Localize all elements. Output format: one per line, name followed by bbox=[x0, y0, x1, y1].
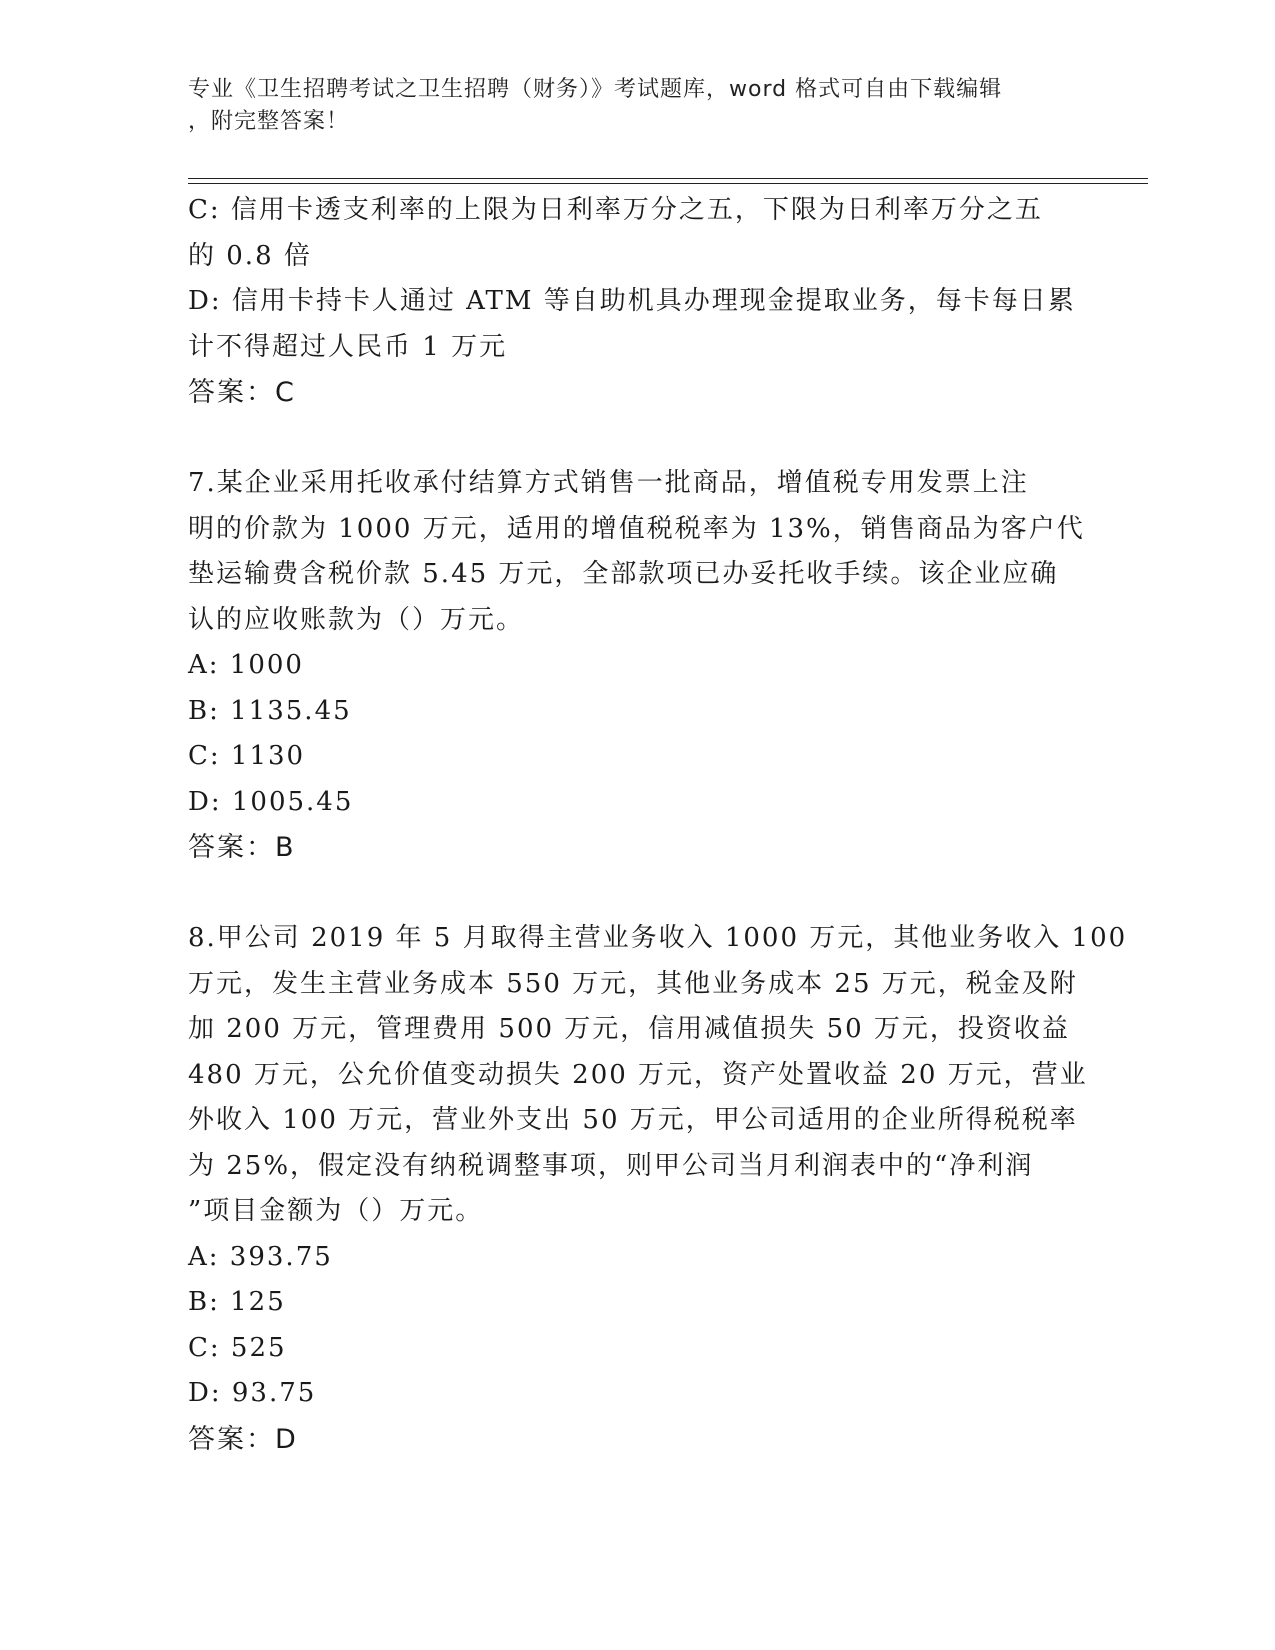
option-d-line-2: 计不得超过人民币 1 万元 bbox=[188, 331, 508, 362]
question-stem-line: ”项目金额为（）万元。 bbox=[188, 1196, 484, 1226]
option-b: B: 1135.45 bbox=[188, 695, 352, 726]
answer-line: 答案：B bbox=[188, 832, 296, 863]
question-stem-line: 万元，发生主营业务成本 550 万元，其他业务成本 25 万元，税金及附 bbox=[188, 968, 1078, 999]
header-line-2: ，附完整答案！ bbox=[188, 109, 350, 134]
question-stem-line: 垫运输费含税价款 5.45 万元，全部款项已办妥托收手续。该企业应确 bbox=[188, 559, 1059, 589]
option-a: A: 393.75 bbox=[188, 1241, 333, 1272]
option-c: C: 1130 bbox=[188, 741, 306, 771]
question-stem-line: 外收入 100 万元，营业外支出 50 万元，甲公司适用的企业所得税税率 bbox=[188, 1105, 1078, 1135]
question-stem-line: 明的价款为 1000 万元，适用的增值税税率为 13%，销售商品为客户代 bbox=[188, 513, 1085, 544]
spacer bbox=[188, 416, 1088, 462]
option-d: D: 93.75 bbox=[188, 1378, 317, 1408]
option-d: D: 1005.45 bbox=[188, 786, 354, 817]
question-stem-line: 认的应收账款为（）万元。 bbox=[188, 604, 525, 635]
option-a: A: 1000 bbox=[188, 650, 304, 680]
option-c-line-1: C: 信用卡透支利率的上限为日利率万分之五，下限为日利率万分之五 bbox=[188, 195, 1043, 225]
question-stem-line: 为 25%，假定没有纳税调整事项，则甲公司当月利润表中的“净利润 bbox=[188, 1150, 1034, 1181]
spacer bbox=[188, 871, 1088, 917]
header-line-1: 专业《卫生招聘考试之卫生招聘（财务）》考试题库，word 格式可自由下载编辑 bbox=[188, 77, 1003, 102]
page-header bbox=[188, 74, 1068, 138]
option-c-line-2: 的 0.8 倍 bbox=[188, 240, 312, 271]
question-stem-line: 加 200 万元，管理费用 500 万元，信用减值损失 50 万元，投资收益 bbox=[188, 1014, 1070, 1044]
answer-line: 答案：C bbox=[188, 377, 296, 408]
question-stem-line: 480 万元，公允价值变动损失 200 万元，资产处置收益 20 万元，营业 bbox=[188, 1059, 1088, 1090]
question-8 bbox=[188, 916, 1128, 1462]
header-rule-bottom bbox=[188, 183, 1148, 184]
option-b: B: 125 bbox=[188, 1287, 286, 1317]
question-stem-line: 7.某企业采用托收承付结算方式销售一批商品，增值税专用发票上注 bbox=[188, 468, 1029, 498]
header-rule-top bbox=[188, 178, 1148, 179]
document-body bbox=[188, 188, 1128, 1462]
option-c: C: 525 bbox=[188, 1332, 287, 1363]
option-d-line-1: D: 信用卡持卡人通过 ATM 等自助机具办理现金提取业务，每卡每日累 bbox=[188, 286, 1076, 316]
previous-question-tail bbox=[188, 188, 1088, 416]
question-stem-line: 8.甲公司 2019 年 5 月取得主营业务收入 1000 万元，其他业务收入 100 bbox=[188, 923, 1128, 953]
answer-line: 答案：D bbox=[188, 1423, 298, 1455]
question-7 bbox=[188, 461, 1088, 871]
